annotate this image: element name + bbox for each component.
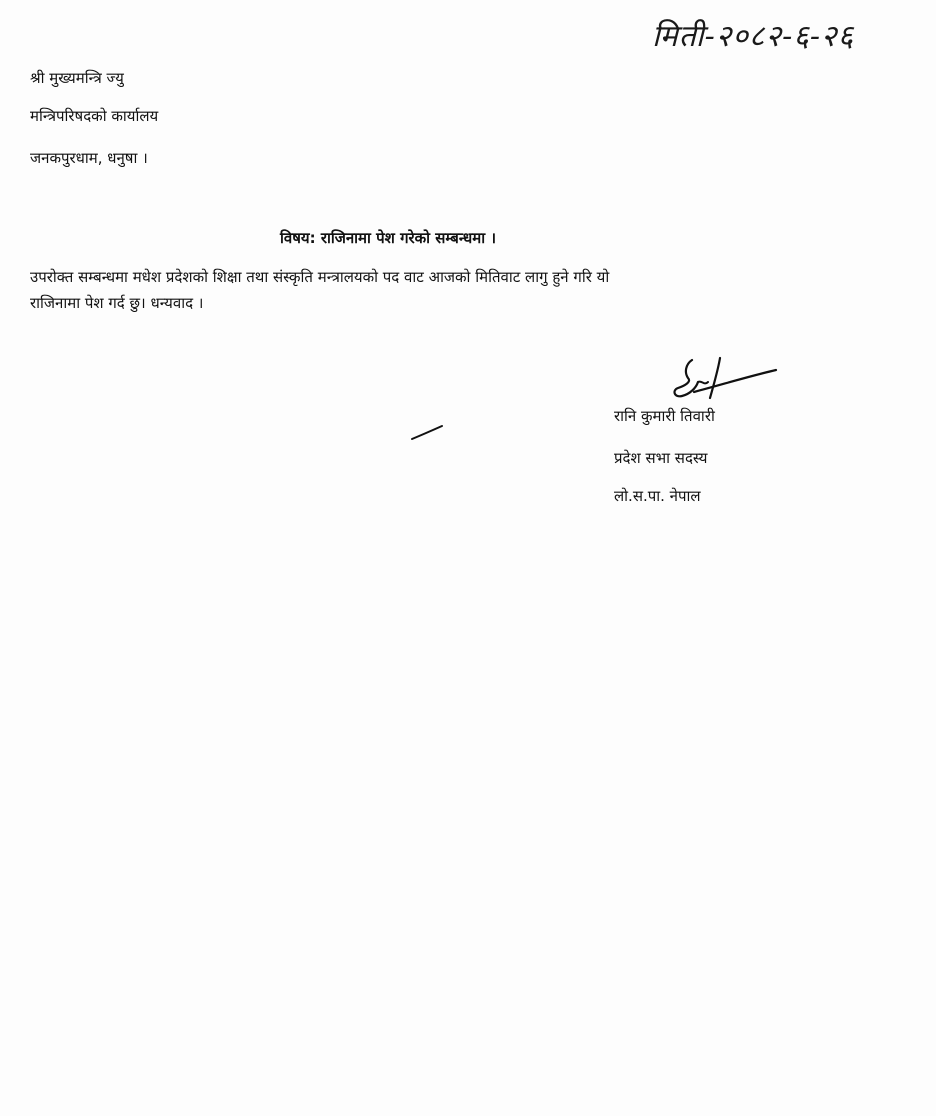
sender-title: प्रदेश सभा सदस्य [614,449,708,467]
sender-party: लो.स.पा. नेपाल [614,487,701,505]
recipient-line-1: श्री मुख्यमन्त्रि ज्यु [30,69,124,87]
tick-mark [410,422,444,442]
sender-name: रानि कुमारी तिवारी [614,407,715,425]
letter-subject: विषय: राजिनामा पेश गरेको सम्बन्धमा । [280,229,497,247]
letter-body [30,264,830,316]
handwritten-signature [664,352,784,408]
recipient-line-2: मन्त्रिपरिषदको कार्यालय [30,107,159,125]
recipient-line-3: जनकपुरधाम, धनुषा । [30,149,148,167]
body-line-2: राजिनामा पेश गर्द छु। धन्यवाद । [30,294,204,312]
handwritten-date: मिती-२०८२-६-२६ [652,19,855,54]
body-line-1: उपरोक्त सम्बन्धमा मधेश प्रदेशको शिक्षा तथा संस्कृति मन्त्रालयको पद वाट आजको मितिवाट लागु हुने गरि यो [30,268,610,286]
